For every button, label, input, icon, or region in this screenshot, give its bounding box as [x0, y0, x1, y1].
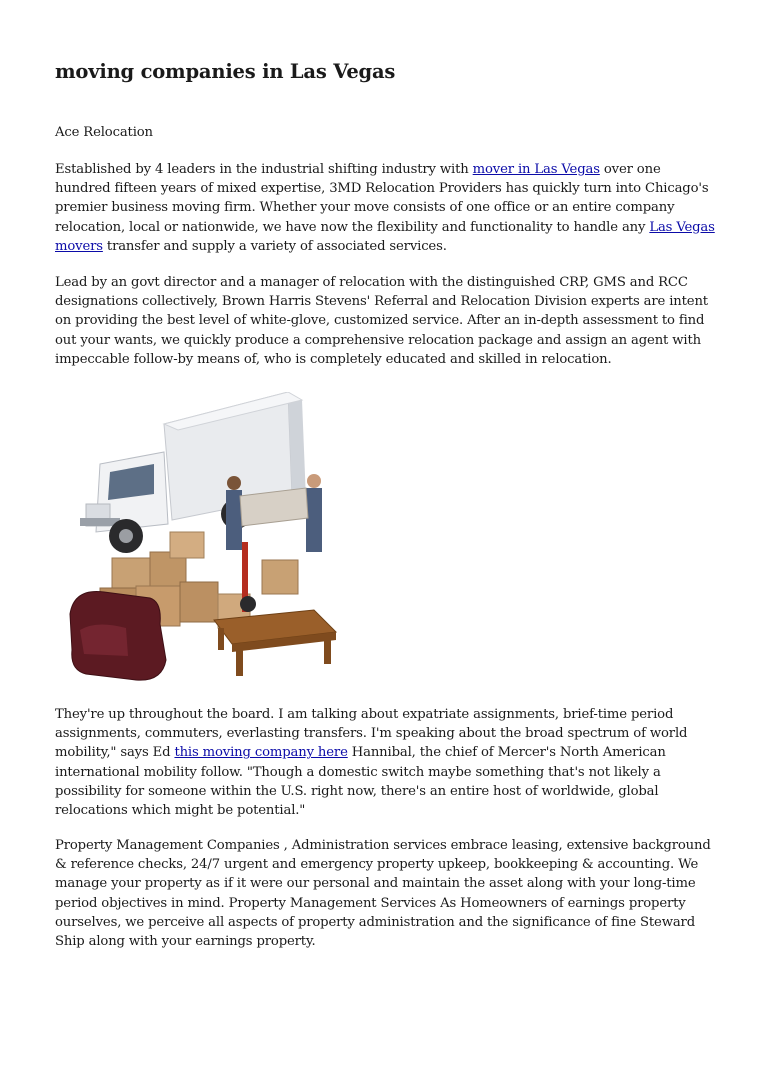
link-moving-company[interactable]: this moving company here — [174, 745, 348, 761]
paragraph-2: Lead by an govt director and a manager of relocation with the distinguished CRP, GMS and RCC designations collectively, Brown Harris Stevens' Referral and Relocation Division experts are intent on providing the best level of white-glove, customized service. After an in-depth assessment to find out your wants, we quickly produce a comprehensive relocation package and assign an agent with impeccable follow-by means of, who is completely educated and skilled in relocation. — [55, 275, 708, 367]
link-mover-in-las-vegas[interactable]: mover in Las Vegas — [472, 162, 600, 177]
moving-truck-illustration — [66, 392, 342, 686]
paragraph-1 — [55, 160, 717, 256]
paragraph-3-text-a: They're up throughout the board. I am talking about expatriate assignments, brief-time period assignments, commuters, everlasting transfers. I'm speaking about the broad spectrum of world mobility," says Ed — [55, 707, 688, 761]
page-title: moving companies in Las Vegas — [55, 60, 396, 83]
subtitle: Ace Relocation — [55, 125, 153, 140]
paragraph-1-text-a: Established by 4 leaders in the industrial shifting industry with — [55, 162, 473, 177]
paragraph-1-text-b: over one hundred fifteen years of mixed expertise, 3MD Relocation Providers has quickly turn into Chicago's premier business moving firm. Whether your move consists of one office or an entire company relocation, local or nationwide, we have now the flexibility and functionality to handle any — [55, 162, 709, 235]
paragraph-3-text-b: Hannibal, the chief of Mercer's North American international mobility follow. "Though a domestic switch maybe something that's not likely a possibility for someone within the U.S. right now, there's an entire host of worldwide, global relocations which might be potential." — [55, 745, 666, 819]
link-las-vegas-movers[interactable]: Las Vegas movers — [55, 219, 715, 254]
paragraph-4: Property Management Companies , Administration services embrace leasing, extensive background & reference checks, 24/7 urgent and emergency property upkeep, bookkeeping & accounting. We manage your property as if it were our personal and maintain the asset along with your long-time period objectives in mind. Property Management Services As Homeowners of earnings property ourselves, we perceive all aspects of property administration and the significance of fine Steward Ship along with your earnings property. — [55, 838, 711, 950]
paragraph-3 — [55, 705, 717, 820]
paragraph-1-text-c: transfer and supply a variety of associated services. — [102, 238, 447, 254]
